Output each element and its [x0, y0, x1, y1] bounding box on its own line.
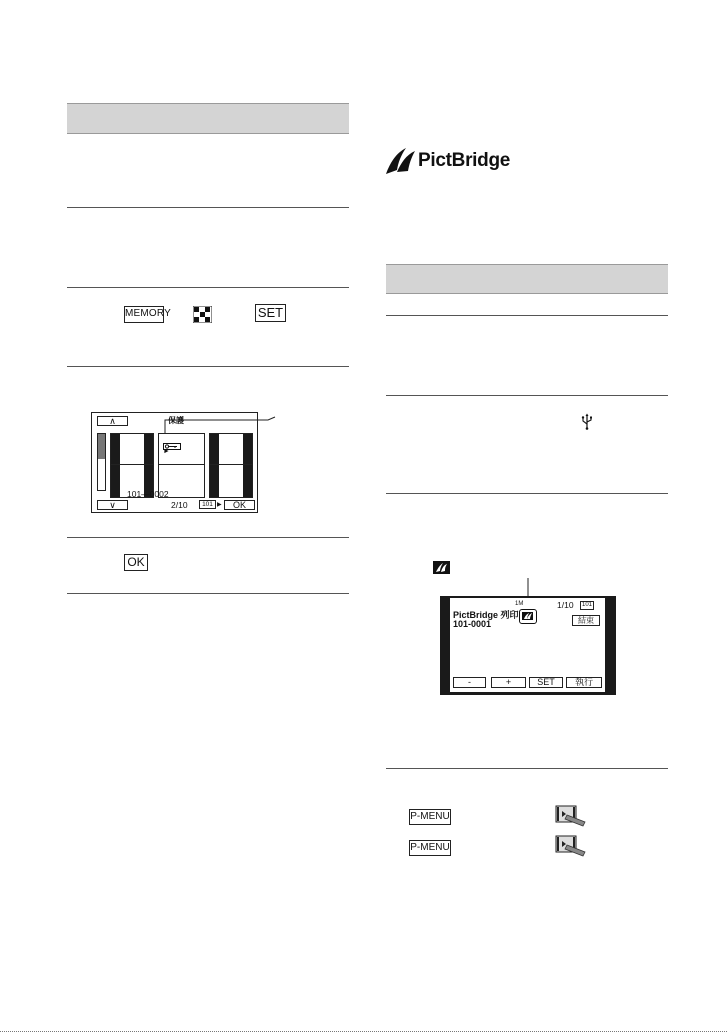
section-header-bar-right — [386, 264, 668, 294]
set-button[interactable]: SET — [255, 304, 286, 322]
page-indicator: 2/10 — [171, 500, 188, 510]
usb-icon — [581, 413, 593, 430]
end-button[interactable]: 結束 — [572, 615, 600, 626]
plus-button[interactable]: + — [491, 677, 526, 688]
divider — [67, 593, 349, 594]
folder-indicator: 101 — [581, 602, 592, 608]
set-button[interactable]: SET — [529, 677, 563, 688]
execute-button[interactable]: 執行 — [566, 677, 602, 688]
p-menu-button[interactable]: P-MENU — [409, 809, 451, 825]
ok-button[interactable]: OK — [224, 500, 255, 510]
file-number: 101—0002 — [127, 489, 169, 499]
thumbnail[interactable] — [209, 464, 253, 498]
scrollbar[interactable] — [97, 433, 106, 491]
minus-button[interactable]: - — [453, 677, 486, 688]
divider — [67, 207, 349, 208]
divider — [67, 287, 349, 288]
page-edge-dotted-line — [0, 1031, 727, 1032]
folder-arrow: ▶ — [217, 502, 222, 508]
p-menu-button[interactable]: P-MENU — [409, 840, 451, 856]
logo-text: PictBridge — [418, 150, 511, 171]
film-playback-icon[interactable] — [555, 835, 587, 857]
next-arrow[interactable]: ▷ — [596, 597, 605, 609]
file-number: 101-0001 — [453, 619, 492, 629]
index-grid-icon[interactable] — [193, 306, 212, 323]
thumbnail-selected[interactable] — [158, 433, 205, 467]
section-header-bar-left — [67, 103, 349, 134]
divider — [386, 315, 668, 316]
memory-button[interactable]: MEMORY — [124, 306, 164, 323]
screen-title: PictBridge 列印 — [453, 610, 519, 620]
divider — [67, 537, 349, 538]
page-indicator: 1/10 — [557, 600, 574, 610]
thumbnail[interactable] — [209, 433, 253, 467]
divider — [386, 493, 668, 494]
divider — [386, 395, 668, 396]
pictbridge-indicator-icon — [519, 609, 537, 624]
protect-key-icon — [163, 437, 181, 444]
pictbridge-logo — [384, 145, 511, 176]
thumbnail[interactable] — [110, 433, 154, 467]
folder-indicator: 101 — [199, 500, 216, 509]
callout-line — [160, 416, 280, 436]
screen-title: 保護 — [168, 416, 184, 425]
pictbridge-print-screen — [440, 596, 616, 695]
scroll-up-button[interactable]: ∧ — [97, 416, 128, 426]
pictbridge-small-icon — [433, 561, 450, 574]
film-playback-icon[interactable] — [555, 805, 587, 827]
play-marker: ► — [163, 448, 170, 455]
divider — [67, 366, 349, 367]
ok-button-step4[interactable]: OK — [124, 554, 148, 571]
scroll-down-button[interactable]: ∨ — [97, 500, 128, 510]
size-indicator: 1M — [515, 601, 524, 607]
divider — [386, 768, 668, 769]
